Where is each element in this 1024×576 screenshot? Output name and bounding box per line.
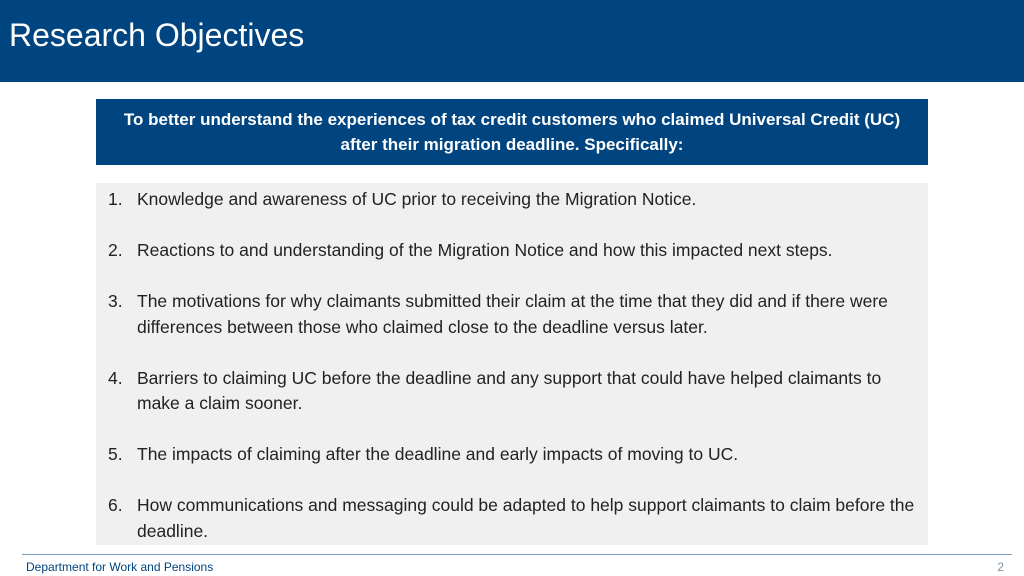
objectives-list [108,187,918,544]
objective-text: Reactions to and understanding of the Migration Notice and how this impacted next steps. [137,240,833,260]
objective-item [108,366,918,417]
objective-text: Knowledge and awareness of UC prior to receiving the Migration Notice. [137,189,697,209]
objective-number: 5. [108,444,123,464]
objective-text: How communications and messaging could be adapted to help support claimants to claim before the deadline. [137,495,915,541]
objective-number: 3. [108,291,123,311]
slide-title: Research Objectives [9,17,305,53]
intro-box [96,99,928,165]
header-bar [0,0,1024,82]
footer-organization: Department for Work and Pensions [26,560,214,574]
objective-number: 2. [108,240,123,260]
objective-number: 4. [108,367,123,388]
objective-text: Barriers to claiming UC before the deadline and any support that could have helped claimants to make a claim sooner. [137,367,882,413]
footer-divider [22,554,1012,555]
page-number: 2 [997,560,1004,574]
objective-number: 6. [108,495,123,515]
objective-item [108,238,918,264]
objective-text: The motivations for why claimants submitted their claim at the time that they did and if there were differences between those who claimed close to the deadline versus later. [137,291,888,337]
intro-text: To better understand the experiences of tax credit customers who claimed Universal Credit (UC) after their migration deadline. Specifically: [123,110,901,154]
objective-item [108,289,918,340]
objective-number: 1. [108,189,123,209]
objective-item [108,442,918,468]
objective-text: The impacts of claiming after the deadline and early impacts of moving to UC. [137,444,739,464]
objective-item [108,187,918,213]
objectives-panel [96,183,928,545]
objective-item [108,493,918,544]
